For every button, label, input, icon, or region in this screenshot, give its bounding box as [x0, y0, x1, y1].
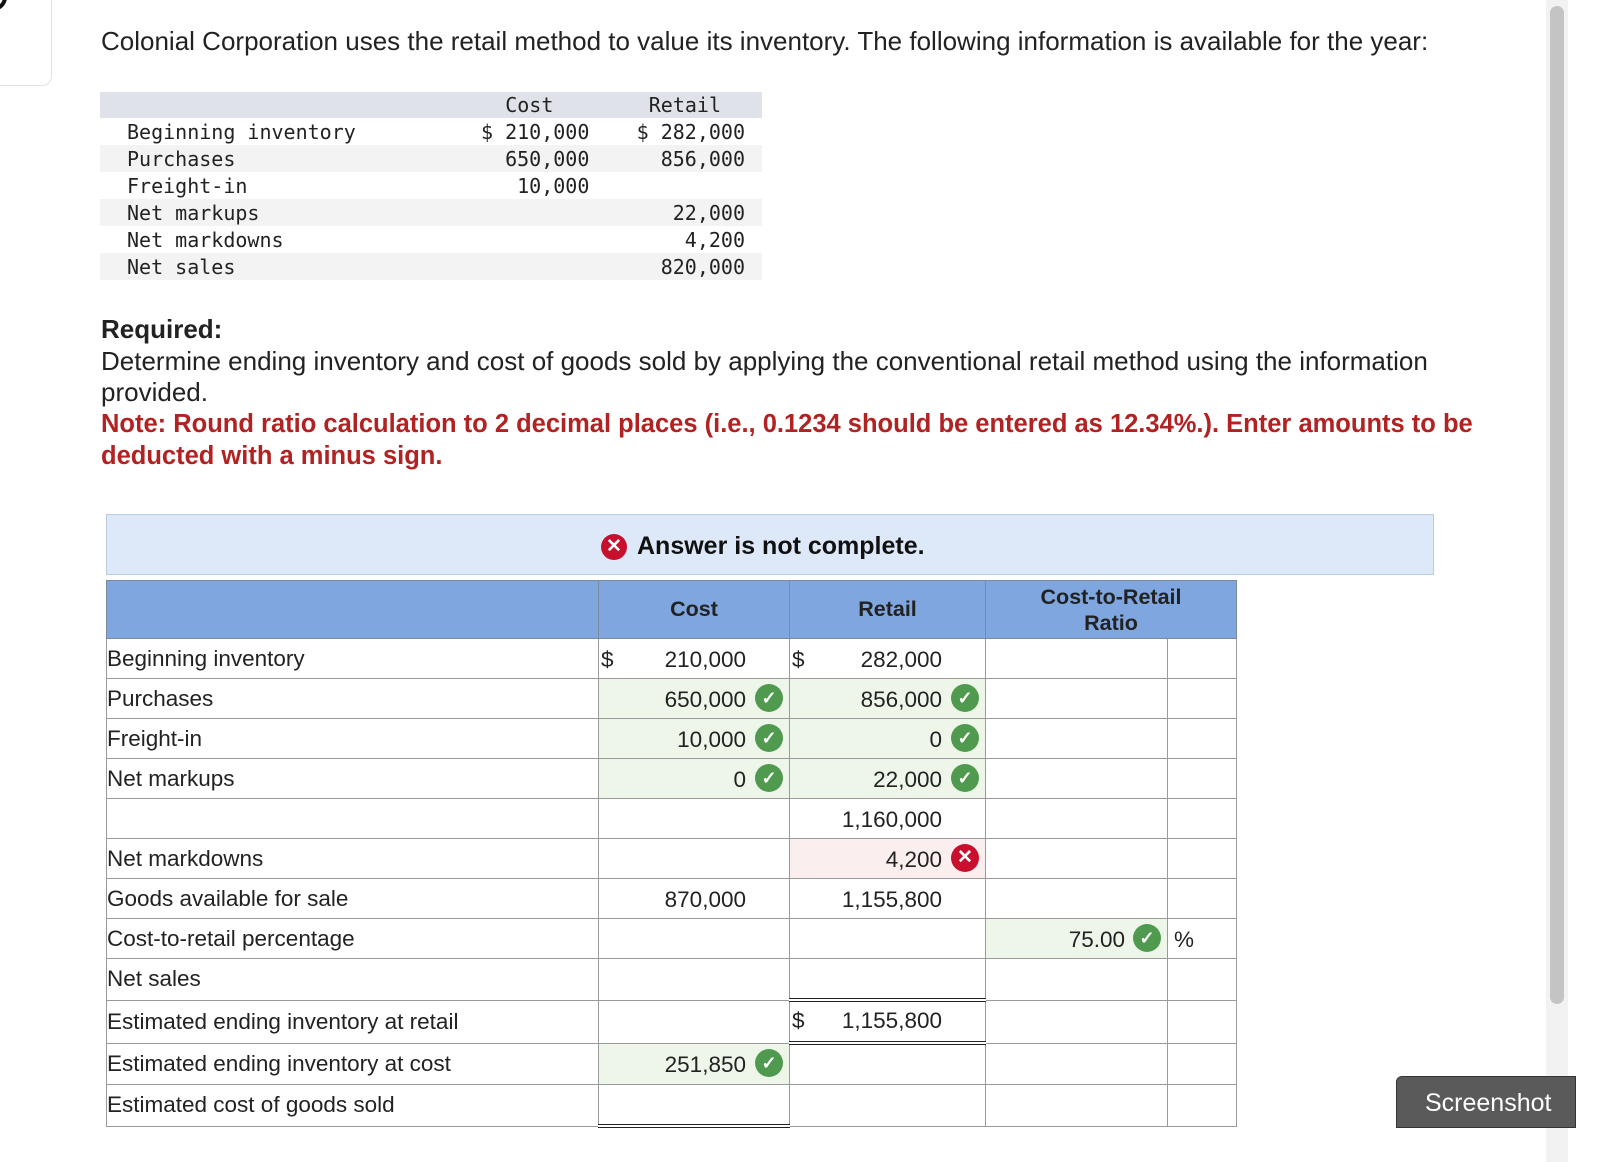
required-note: Note: Round ratio calculation to 2 decimal places (i.e., 0.1234 should be entered as 12.34%.). Enter amounts to be deducted with a minus sign. [101, 410, 1473, 470]
table-row: Cost-to-retail percentage 75.00 ✓ % [107, 919, 1237, 959]
given-row: Net markups 22,000 [100, 199, 762, 226]
retail-column-header: Retail [790, 581, 986, 639]
required-body: Determine ending inventory and cost of goods sold by applying the conventional retail method using the information provided. [101, 346, 1428, 407]
cost-input-cell[interactable] [599, 1043, 790, 1085]
cost-value: 870,000 [664, 887, 746, 912]
given-row: Net markdowns 4,200 [127, 227, 745, 252]
retail-value: 282,000 [860, 647, 942, 672]
check-circle-icon: ✓ [951, 724, 979, 752]
intro-text: Colonial Corporation uses the retail method to value its inventory. The following information is available for the year: [101, 26, 1429, 56]
table-row: Estimated ending inventory at cost 251,850 ✓ [107, 1043, 1237, 1085]
scrollbar-thumb[interactable] [1550, 6, 1564, 1004]
ratio-input[interactable]: 75.00 [1068, 927, 1125, 952]
retail-input-cell[interactable] [790, 959, 986, 1001]
retail-method-table [106, 580, 1237, 1128]
retail-input-cell[interactable] [790, 719, 986, 759]
dollar-sign: $ [792, 1008, 805, 1033]
cost-input[interactable]: 10,000 [677, 727, 746, 752]
retail-input[interactable]: 22,000 [873, 767, 942, 792]
table-row [107, 799, 1237, 839]
answer-status-text: Answer is not complete. [637, 532, 925, 560]
retail-subtotal: 1,160,000 [841, 807, 942, 832]
dollar-sign: $ [792, 647, 805, 672]
x-circle-icon: ✕ [601, 534, 627, 560]
table-header-row [107, 581, 1237, 639]
given-cost-header: Cost [435, 92, 590, 118]
check-circle-icon: ✓ [951, 764, 979, 792]
answer-status-banner [106, 514, 1434, 575]
retail-input-cell[interactable] [790, 679, 986, 719]
cost-value: 210,000 [664, 647, 746, 672]
table-row: Beginning inventory $ 210,000 $ 282,000 [107, 639, 1237, 679]
previous-panel-edge [0, 0, 52, 86]
table-row: Net markups 0 ✓ 22,000 ✓ [107, 759, 1237, 799]
percent-sign: % [1174, 927, 1195, 952]
retail-value: 1,155,800 [841, 887, 942, 912]
table-row: Estimated ending inventory at retail $ 1,155,800 [107, 1000, 1237, 1043]
retail-input-cell[interactable] [790, 839, 986, 879]
table-row: Estimated cost of goods sold [107, 1085, 1237, 1127]
bracket-mark [0, 0, 7, 11]
cost-input-cell[interactable] [599, 719, 790, 759]
table-row: Freight-in 10,000 ✓ 0 ✓ [107, 719, 1237, 759]
cost-input[interactable]: 650,000 [664, 687, 746, 712]
screenshot-button[interactable]: Screenshot [1396, 1076, 1576, 1128]
cost-input[interactable]: 251,850 [664, 1051, 746, 1077]
retail-input[interactable]: 856,000 [860, 687, 942, 712]
check-circle-icon: ✓ [755, 764, 783, 792]
retail-input[interactable]: 4,200 [885, 847, 942, 872]
cost-input-cell[interactable] [599, 1085, 790, 1127]
table-row: Net markdowns 4,200 ✕ [107, 839, 1237, 879]
check-circle-icon: ✓ [755, 1049, 783, 1077]
given-row: Purchases 650,000 856,000 [100, 145, 762, 172]
table-row: Goods available for sale 870,000 1,155,800 [107, 879, 1237, 919]
retail-value: 1,155,800 [841, 1008, 942, 1033]
given-row: Freight-in 10,000 [127, 173, 590, 198]
table-row: Net sales [107, 959, 1237, 1001]
dollar-sign: $ [601, 647, 614, 672]
check-circle-icon: ✓ [1133, 924, 1161, 952]
cost-input-cell[interactable] [599, 959, 790, 1001]
cost-input-cell[interactable] [599, 759, 790, 799]
check-circle-icon: ✓ [755, 724, 783, 752]
check-circle-icon: ✓ [755, 684, 783, 712]
x-circle-icon: ✕ [951, 844, 979, 872]
given-retail-header: Retail [589, 92, 762, 118]
given-row: Beginning inventory $ 210,000 $ 282,000 [127, 119, 745, 144]
given-data-table [100, 92, 762, 280]
ratio-column-header: Cost-to-Retail Ratio [986, 581, 1237, 639]
cost-column-header: Cost [599, 581, 790, 639]
cost-input-cell[interactable] [599, 679, 790, 719]
required-title: Required: [101, 314, 223, 344]
retail-input[interactable]: 0 [929, 727, 942, 752]
given-header-row [100, 92, 762, 118]
table-row: Purchases 650,000 ✓ 856,000 ✓ [107, 679, 1237, 719]
retail-input-cell[interactable] [790, 759, 986, 799]
ratio-input-cell[interactable] [986, 919, 1168, 959]
check-circle-icon: ✓ [951, 684, 979, 712]
given-row: Net sales 820,000 [100, 253, 762, 280]
cost-input[interactable]: 0 [733, 767, 746, 792]
